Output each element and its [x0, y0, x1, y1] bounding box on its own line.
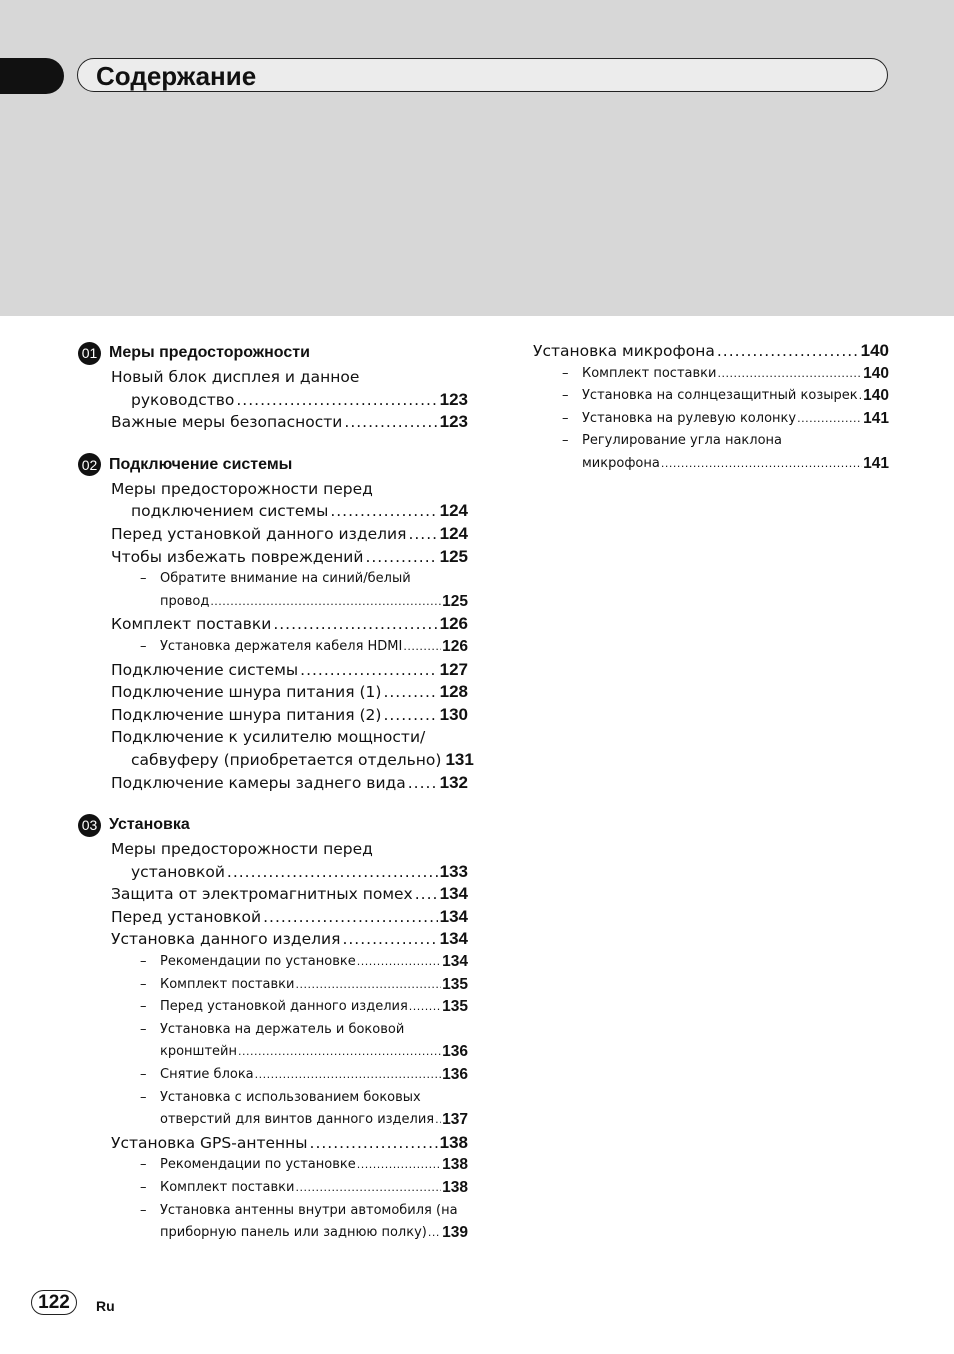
toc-entry	[78, 546, 468, 569]
leader-dots	[409, 996, 441, 1019]
toc-page-number: 139	[442, 1224, 468, 1242]
toc-page-number: 140	[860, 341, 889, 360]
toc-entry-text: Подключение шнура питания (2)	[111, 705, 382, 724]
toc-entry	[78, 681, 468, 704]
toc-page-number: 123	[439, 389, 468, 409]
toc-subentry	[533, 363, 889, 386]
toc-entry	[78, 861, 468, 884]
toc-page-number: 134	[439, 906, 468, 926]
toc-entry-text: Установка данного изделия	[111, 930, 341, 949]
leader-dots	[403, 636, 441, 659]
section-number-badge: 03	[78, 814, 101, 837]
dash-marker: –	[140, 1089, 147, 1105]
section-title: Установка	[109, 816, 190, 834]
toc-page-number: 135	[442, 975, 468, 993]
dash-marker: –	[140, 1180, 147, 1195]
toc-subentry	[78, 1064, 468, 1087]
toc-page-number: 124	[439, 501, 468, 521]
toc-entry	[78, 659, 468, 682]
toc-subentry-text: Рекомендации по установке	[160, 954, 356, 970]
toc-entry	[78, 906, 468, 929]
toc-page-number: 125	[439, 546, 468, 566]
toc-subentry-text: Установка на рулевую колонку	[582, 410, 797, 426]
dash-marker: –	[140, 571, 147, 587]
section-heading	[78, 812, 468, 838]
toc-page-number: 141	[863, 409, 889, 427]
toc-section	[78, 812, 468, 1245]
toc-page-number: 138	[439, 1132, 468, 1152]
toc-subentry	[533, 385, 889, 408]
toc-subentry-text: Установка держателя кабеля HDMI	[160, 638, 403, 654]
toc-entry	[78, 749, 474, 772]
toc-subentry	[533, 453, 889, 476]
toc-entry-text: Установка микрофона	[533, 342, 715, 360]
toc-subentry	[78, 1109, 468, 1132]
toc-left-column	[78, 340, 474, 1263]
dash-marker: –	[562, 410, 569, 426]
toc-entry	[78, 411, 468, 434]
toc-entry-text: руководство	[131, 390, 235, 409]
header-tab-marker	[0, 58, 64, 94]
toc-page-number: 138	[442, 1179, 468, 1196]
dash-marker: –	[562, 433, 569, 449]
toc-entry-text: Подключение шнура питания (1)	[111, 683, 382, 702]
toc-subentry	[78, 636, 468, 659]
dash-marker: –	[562, 388, 569, 404]
toc-subentry-text: Установка с использованием боковых	[160, 1089, 421, 1105]
toc-page-number: 134	[442, 953, 468, 971]
toc-subentry	[533, 408, 889, 431]
toc-subentry	[78, 951, 468, 974]
dash-marker: –	[140, 1202, 147, 1218]
leader-dots	[227, 861, 438, 884]
leader-dots	[408, 523, 437, 546]
toc-page-number: 140	[863, 364, 889, 382]
toc-entry-text: Важные меры безопасности	[111, 413, 343, 432]
toc-page-number: 136	[442, 1043, 468, 1061]
dash-marker: –	[140, 1021, 147, 1037]
toc-subentry	[78, 1222, 468, 1245]
toc-page-number: 127	[439, 659, 468, 679]
toc-entry-text: Подключение системы	[111, 660, 299, 679]
leader-dots	[310, 1132, 438, 1155]
section-heading	[78, 452, 468, 478]
leader-dots	[428, 1222, 441, 1245]
section-heading	[78, 340, 468, 366]
toc-entry-line: Новый блок дисплея и данное	[111, 368, 360, 386]
leader-dots	[210, 591, 441, 614]
toc-entry-text: установкой	[131, 862, 225, 881]
toc-subentry-text: провод	[160, 593, 210, 609]
toc-subentry-text: Комплект поставки	[160, 976, 295, 992]
toc-entry-text: Защита от электромагнитных помех	[111, 885, 413, 904]
leader-dots	[273, 613, 437, 636]
toc-subentry	[78, 996, 468, 1019]
dash-marker: –	[140, 999, 147, 1015]
leader-dots	[255, 1064, 441, 1087]
toc-entry-text: подключением системы	[131, 502, 329, 521]
toc-subentry-line	[78, 1200, 468, 1223]
leader-dots	[295, 1177, 441, 1200]
toc-subentry-text: отверстий для винтов данного изделия	[160, 1112, 435, 1128]
toc-page-number: 126	[439, 614, 468, 634]
toc-subentry-line	[78, 1087, 468, 1110]
page-number: 122	[31, 1290, 77, 1315]
toc-subentry	[78, 1177, 468, 1200]
leader-dots	[435, 1109, 441, 1132]
toc-entry	[78, 928, 468, 951]
toc-subentry-text: Комплект поставки	[160, 1180, 295, 1195]
toc-page-number: 126	[442, 637, 468, 655]
toc-subentry-text: Обратите внимание на синий/белый	[160, 571, 411, 587]
toc-subentry-line	[533, 430, 889, 453]
toc-subentry-text: Рекомендации по установке	[160, 1157, 356, 1173]
toc-entry	[78, 704, 468, 727]
leader-dots	[236, 389, 437, 412]
toc-page-number: 136	[442, 1066, 468, 1084]
toc-subentry-text: Установка на солнцезащитный козырек	[582, 388, 858, 404]
leader-dots	[717, 340, 859, 363]
toc-subentry-text: приборную панель или заднюю полку)	[160, 1225, 427, 1241]
toc-page-number: 140	[863, 387, 889, 405]
toc-subentry	[78, 1154, 468, 1177]
toc-subentry-text: микрофона	[582, 455, 660, 471]
toc-page-number: 137	[442, 1111, 468, 1129]
toc-page-number: 124	[439, 523, 468, 543]
toc-subentry-text: Регулирование угла наклона	[582, 433, 783, 449]
leader-dots	[408, 772, 438, 795]
toc-entry-line: Подключение к усилителю мощности/	[111, 728, 426, 747]
leader-dots	[357, 1154, 441, 1177]
leader-dots	[717, 363, 862, 386]
toc-page-number: 135	[442, 998, 468, 1016]
toc-entry-line: Меры предосторожности перед	[111, 840, 373, 859]
dash-marker: –	[140, 638, 147, 654]
leader-dots	[344, 411, 437, 434]
toc-entry	[78, 883, 468, 906]
toc-page-number: 141	[863, 454, 889, 472]
dash-marker: –	[140, 1157, 147, 1173]
toc-entry-text: Чтобы избежать повреждений	[111, 547, 364, 566]
toc-entry-text: Установка GPS-антенны	[111, 1133, 308, 1152]
leader-dots	[797, 408, 862, 431]
leader-dots	[295, 974, 441, 997]
toc-subentry	[78, 1041, 468, 1064]
toc-subentry-text: Установка антенны внутри автомобиля (на	[160, 1202, 458, 1218]
toc-page-number: 123	[439, 412, 468, 432]
leader-dots	[661, 453, 862, 476]
toc-entry	[78, 500, 468, 523]
dash-marker: –	[562, 365, 569, 381]
leader-dots	[357, 951, 441, 974]
toc-page-number: 131	[445, 749, 474, 769]
toc-page-number: 125	[442, 592, 468, 610]
toc-subentry-text: Снятие блока	[160, 1067, 254, 1083]
dash-marker: –	[140, 954, 147, 970]
toc-subentry-line	[78, 568, 468, 591]
leader-dots	[415, 883, 438, 906]
toc-entry	[78, 772, 468, 795]
leader-dots	[383, 681, 437, 704]
toc-section	[78, 340, 468, 434]
leader-dots	[263, 906, 438, 929]
toc-entry-text: Перед установкой данного изделия	[111, 524, 407, 543]
page-title: Содержание	[96, 61, 257, 91]
section-title: Подключение системы	[109, 455, 293, 473]
toc-entry-text: Перед установкой	[111, 907, 262, 926]
toc-entry	[78, 389, 468, 412]
toc-page-number: 133	[439, 861, 468, 881]
leader-dots	[342, 928, 437, 951]
toc-entry	[533, 340, 889, 363]
leader-dots	[859, 385, 863, 408]
toc-subentry	[78, 974, 468, 997]
toc-subentry-text: Перед установкой данного изделия	[160, 999, 408, 1015]
toc-page-number: 130	[439, 704, 468, 724]
toc-right-column	[533, 340, 889, 476]
toc-entry-line: Меры предосторожности перед	[111, 479, 373, 498]
toc-entry-text: Комплект поставки	[111, 615, 272, 634]
header-title-box	[77, 58, 888, 92]
toc-section	[78, 452, 474, 794]
toc-entry	[78, 523, 468, 546]
section-title: Меры предосторожности	[109, 344, 310, 361]
toc-entry-text: сабвуферу (приобретается отдельно)	[131, 750, 442, 769]
toc-page-number: 138	[442, 1156, 468, 1174]
header-band	[0, 0, 954, 316]
toc-subentry-text: кронштейн	[160, 1044, 237, 1060]
toc-subentry-text: Установка на держатель и боковой	[160, 1021, 405, 1037]
toc-entry	[78, 1132, 468, 1155]
toc-page-number: 134	[439, 929, 468, 949]
toc-subentry	[78, 591, 468, 614]
toc-page-number: 132	[439, 772, 468, 792]
section-number-badge: 02	[78, 453, 101, 476]
toc-entry-text: Подключение камеры заднего вида	[111, 773, 406, 792]
leader-dots	[238, 1041, 441, 1064]
section-number-badge: 01	[78, 342, 101, 365]
toc-page-number: 134	[439, 884, 468, 904]
leader-dots	[330, 500, 437, 523]
dash-marker: –	[140, 976, 147, 992]
toc-page-number: 128	[439, 682, 468, 702]
toc-subentry-line	[78, 1019, 468, 1042]
toc-subentry-text: Комплект поставки	[582, 365, 717, 381]
leader-dots	[383, 704, 437, 727]
language-code: Ru	[96, 1298, 115, 1314]
leader-dots	[365, 546, 437, 569]
leader-dots	[300, 659, 437, 682]
toc-entry	[78, 613, 468, 636]
dash-marker: –	[140, 1067, 147, 1083]
